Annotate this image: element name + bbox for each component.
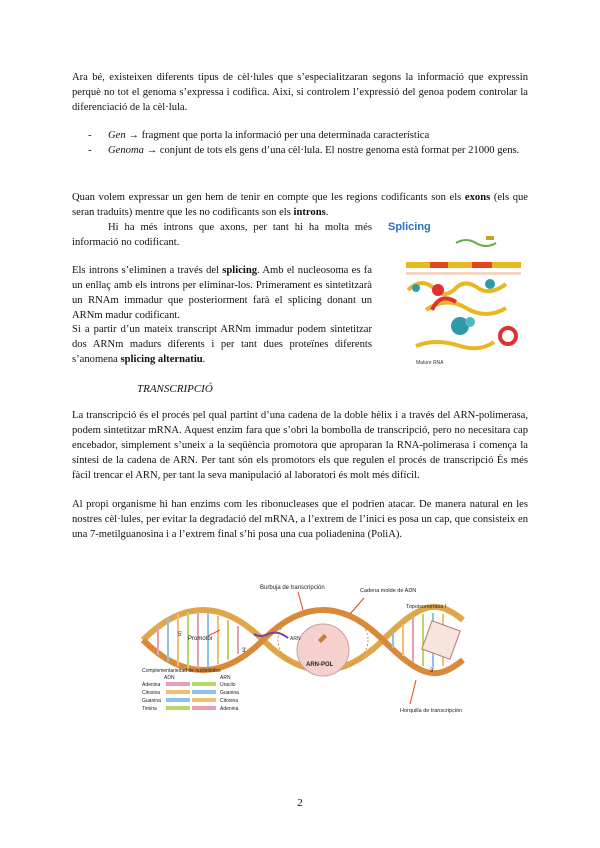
rna-polymerase <box>297 624 349 676</box>
mature-rna-strand <box>416 342 494 348</box>
pre-mrna-bar <box>406 262 521 268</box>
legend-rna-label: Guanina <box>220 690 239 696</box>
splicing-strand-2 <box>426 302 506 314</box>
legend-dna-swatch <box>166 690 190 694</box>
legend-dna-swatch <box>166 698 190 702</box>
snrnp-1 <box>412 284 420 292</box>
template-strand-label: Cadena molde de ADN <box>360 588 417 594</box>
legend-dna-label: Timina <box>142 706 157 712</box>
alt-splicing-term: splicing alternatiu <box>120 354 203 365</box>
legend-header-dna: ADN <box>164 675 175 681</box>
legend-rna-swatch <box>192 690 216 694</box>
legend-title: Complementariedad de nucleótidos <box>142 668 221 674</box>
legend-rna-swatch <box>192 706 216 710</box>
term-genoma: Genoma <box>108 145 144 156</box>
prime-3-label-left: 3' <box>242 648 247 654</box>
definition-gen: - Gen → fragment que porta la informació per una determinada característica <box>88 130 430 141</box>
pre-mrna-label-strip <box>406 272 521 275</box>
splicing-top-strand <box>456 240 496 246</box>
legend-dna-swatch <box>166 706 190 710</box>
excised-intron <box>500 328 516 344</box>
snrnp-2 <box>485 279 495 289</box>
legend-dna-swatch <box>166 682 190 686</box>
legend-rna-swatch <box>192 698 216 702</box>
page-number: 2 <box>297 797 303 809</box>
splicing-figure-title: Splicing <box>388 221 431 233</box>
introns-term: introns <box>293 207 326 218</box>
legend-rna-label: Citosina <box>220 698 239 704</box>
pre-mrna-intron-2 <box>472 262 492 268</box>
legend-header-rna: ARN <box>220 675 231 681</box>
protection-paragraph: Al propi organisme hi han enzims com les ribonucleases que el podrien atacar. De manera natural en les nostres cèl·lules, per evitar la degradació del mRNA, a l’extrem de l’inici es posa un cap, que consisteix en una 7-metilguanosina i a l’extrem final s’hi posa una cua poliadenina (PoliA). <box>72 499 528 540</box>
nucleotide-legend <box>142 668 239 712</box>
topoisomerase <box>422 621 460 659</box>
exons-term: exons <box>464 192 491 203</box>
fork-label: Horquilla de transcripción <box>400 708 463 714</box>
exons-paragraph: Quan volem expressar un gen hem de tenir en compte que les regions codificants son els exons (els que seran traduits) mentre que les no codificants son els introns. <box>72 192 529 218</box>
transcription-paragraph: La transcripció és el procés pel qual partint d’una cadena de la doble hèlix i a través del ARN-polimerasa, podem sintetitzar mRNA. Aquest enzim fara que s’obri la bombolla de transcripció, pero no necesitara cap encebador, simplement s’uneix a la seqüència promotora que aproparan la RNA-polimerasa i comença la síntesi de la cadena de ARN. Per tant són els promotors els que regulen el procés de transcripció És més fàcil trencar el ARN, per tant la seva manipulació al laboratori és molt més difícil. <box>72 410 528 481</box>
legend-dna-label: Adenina <box>142 682 161 688</box>
alt-splicing-paragraph: Si a partir d’un mateix transcript ARNm immadur podem sintetitzar dos ARNm madurs diferents i per tant dues proteïnes diferents s’anomena splicing alternatiu. <box>72 324 372 365</box>
rna-polymerase-label: ARN-POL <box>306 662 334 668</box>
splicing-figure <box>386 218 528 374</box>
legend-rna-label: Adenina <box>220 706 239 712</box>
legend-dna-label: Guanina <box>142 698 161 704</box>
splicing-term: splicing <box>222 265 258 276</box>
transcription-figure <box>138 580 468 750</box>
mature-rna-label: Mature RNA <box>416 360 444 366</box>
legend-rna-label: Uracilo <box>220 682 236 688</box>
splicing-paragraph: Els introns s’eliminen a través del splicing. Amb el nucleosoma es fa un enllaç amb els introns per eliminar-los. Primerament es sintetitzarà un RNAm immadur que posteriorment farà el splicing donant un ARNm madur codificant. <box>72 265 372 321</box>
intro-paragraph: Ara bé, existeixen diferents tipus de cèl·lules que s’especialitzaran segons la informació que expressin perquè no tot el genoma s’expressa i codifica. Així, si controlem l’expressió del genoa podem controlar la diferenciació de la cèl·lula. <box>72 72 528 113</box>
spliceosome-subunit <box>465 317 475 327</box>
legend-rna-swatch <box>192 682 216 686</box>
pre-mrna-intron-1 <box>430 262 448 268</box>
more-introns-paragraph: Hi ha més introns que axons, per tant hi ha molta més informació no codificant. <box>72 222 372 248</box>
rna-label: ARN <box>290 636 301 642</box>
promoter-label: Promotor <box>188 636 213 642</box>
section-heading-transcripcio: TRANSCRIPCIÓ <box>137 383 213 395</box>
bubble-label: Burbuja de transcripción <box>260 585 325 591</box>
term-gen: Gen <box>108 130 126 141</box>
definition-genoma: - Genoma → conjunt de tots els gens d’una cèl·lula. El nostre genoma està format per 21000 gens. <box>88 145 520 156</box>
prime-3-label-right: 3' <box>430 668 435 674</box>
splicing-top-mark <box>486 236 494 240</box>
intron-loop-1 <box>432 284 444 296</box>
legend-dna-label: Citosina <box>142 690 161 696</box>
topoisomerase-label: Topoisomerasa I <box>406 604 447 610</box>
prime-5-label: 5' <box>178 632 183 638</box>
